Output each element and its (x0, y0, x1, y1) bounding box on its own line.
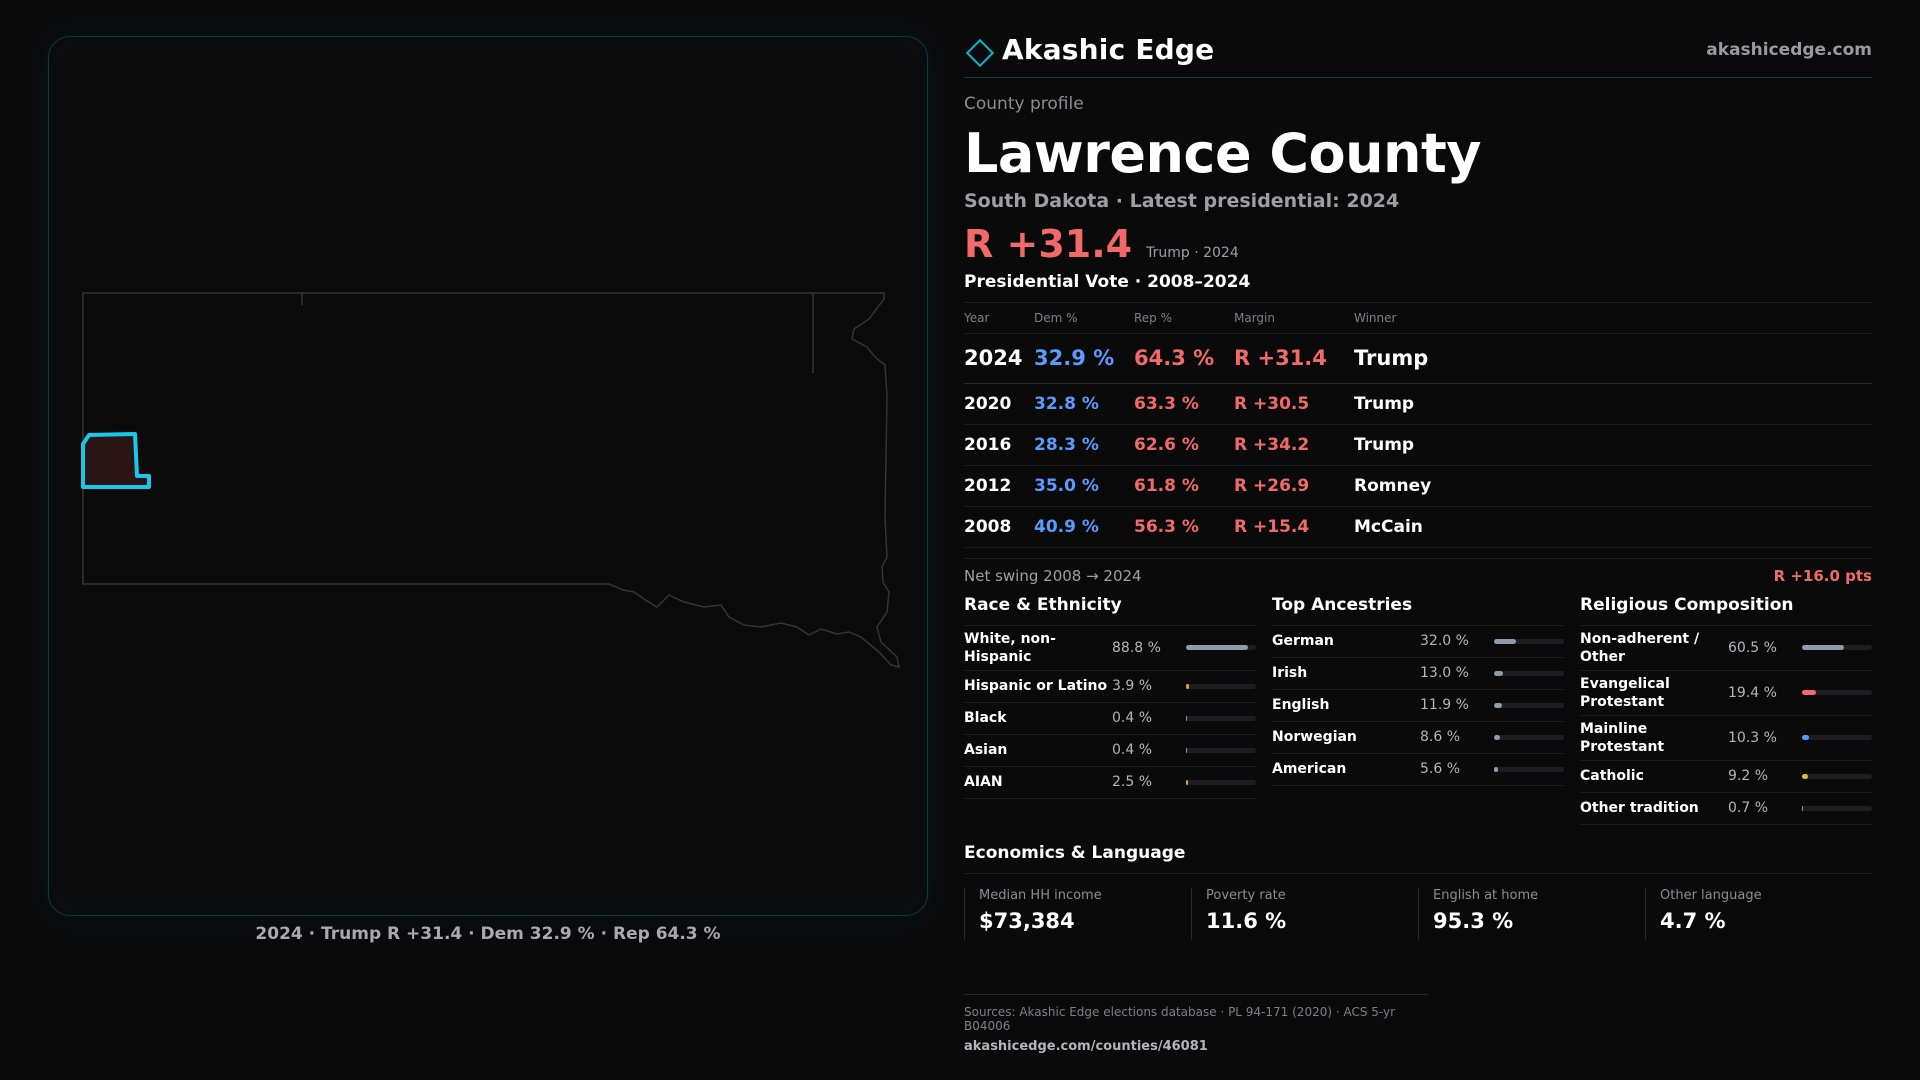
table-row (964, 333, 1872, 383)
item-value: 8.6 % (1420, 729, 1461, 745)
table-row (964, 465, 1872, 506)
list-item (1272, 690, 1564, 722)
cell-year: 2012 (964, 465, 1034, 506)
item-bar (1186, 684, 1256, 689)
stat-value: $73,384 (979, 908, 1075, 933)
cell-year: 2024 (964, 333, 1034, 383)
headline-margin (964, 222, 1872, 266)
item-bar (1802, 645, 1872, 650)
item-bar-fill (1494, 639, 1516, 644)
list-item (1272, 754, 1564, 786)
list-item (964, 671, 1256, 703)
demographics-grid (964, 595, 1872, 825)
item-bar-fill (1494, 671, 1503, 676)
item-bar-fill (1186, 716, 1187, 721)
eyebrow: County profile (964, 94, 1084, 114)
state-map (49, 37, 929, 917)
stat-label: Poverty rate (1206, 887, 1286, 903)
list-item (1272, 626, 1564, 658)
cell-margin: R +34.2 (1234, 424, 1354, 465)
item-label: Irish (1272, 665, 1308, 681)
cell-dem: 35.0 % (1034, 465, 1134, 506)
religion-column (1580, 595, 1872, 825)
item-bar (1186, 645, 1256, 650)
county-highlight[interactable] (83, 434, 149, 487)
list-item (964, 626, 1256, 671)
list-item (1580, 626, 1872, 671)
item-bar-fill (1802, 645, 1844, 650)
item-bar-fill (1494, 735, 1500, 740)
page-subtitle: South Dakota · Latest presidential: 2024 (964, 190, 1400, 212)
item-bar-fill (1186, 684, 1189, 689)
stat-label: Other language (1660, 887, 1762, 903)
cell-dem: 32.9 % (1034, 333, 1134, 383)
item-label: Black (964, 710, 1007, 726)
stat-value: 4.7 % (1660, 908, 1726, 933)
item-bar-fill (1494, 767, 1498, 772)
item-value: 88.8 % (1112, 639, 1161, 656)
cell-dem: 40.9 % (1034, 506, 1134, 547)
item-bar-fill (1802, 735, 1809, 740)
list-item (1272, 722, 1564, 754)
list-item (1580, 761, 1872, 793)
profile-panel (964, 30, 1872, 940)
col-year: Year (964, 303, 1034, 333)
county-url-link[interactable]: akashicedge.com/counties/46081 (964, 1039, 1208, 1054)
item-bar (1494, 639, 1564, 644)
vote-section-title: Presidential Vote · 2008–2024 (964, 272, 1872, 303)
item-bar-fill (1802, 690, 1816, 695)
item-value: 11.9 % (1420, 697, 1469, 713)
stat-cell (1645, 888, 1872, 940)
item-bar (1186, 716, 1256, 721)
cell-year: 2008 (964, 506, 1034, 547)
cell-winner: McCain (1354, 506, 1872, 547)
item-label: Other tradition (1580, 800, 1699, 816)
race-title: Race & Ethnicity (964, 595, 1256, 626)
brand-home-link[interactable] (964, 33, 1214, 66)
item-bar-fill (1186, 780, 1188, 785)
ancestry-column (1272, 595, 1564, 825)
cell-year: 2016 (964, 424, 1034, 465)
cell-margin: R +31.4 (1234, 333, 1354, 383)
item-label: White, non-Hispanic (964, 630, 1056, 665)
item-label: AIAN (964, 774, 1003, 790)
col-rep: Rep % (1134, 303, 1234, 333)
item-value: 60.5 % (1728, 639, 1777, 656)
item-bar (1186, 748, 1256, 753)
stat-cell (964, 888, 1191, 940)
item-label: Norwegian (1272, 729, 1357, 745)
item-value: 10.3 % (1728, 729, 1777, 746)
list-item (1272, 658, 1564, 690)
item-value: 5.6 % (1420, 761, 1461, 777)
list-item (1580, 793, 1872, 825)
cell-rep: 61.8 % (1134, 465, 1234, 506)
map-panel[interactable] (48, 36, 928, 916)
religion-title: Religious Composition (1580, 595, 1872, 626)
swing-label: Net swing 2008 → 2024 (964, 566, 1142, 585)
item-value: 13.0 % (1420, 665, 1469, 681)
cell-rep: 56.3 % (1134, 506, 1234, 547)
item-bar (1494, 703, 1564, 708)
list-item (964, 703, 1256, 735)
item-bar (1494, 735, 1564, 740)
ancestry-title: Top Ancestries (1272, 595, 1564, 626)
cell-rep: 64.3 % (1134, 333, 1234, 383)
vote-table-header (964, 303, 1872, 333)
swing-value: R +16.0 pts (1773, 566, 1872, 585)
cell-year: 2020 (964, 383, 1034, 424)
brand-url-link[interactable]: akashicedge.com (1706, 39, 1872, 60)
economics-grid (964, 888, 1872, 940)
cell-margin: R +26.9 (1234, 465, 1354, 506)
stat-label: English at home (1433, 887, 1539, 903)
list-item (964, 767, 1256, 799)
cell-dem: 28.3 % (1034, 424, 1134, 465)
col-dem: Dem % (1034, 303, 1134, 333)
stat-cell (1418, 888, 1645, 940)
stat-cell (1191, 888, 1418, 940)
sources-text: Sources: Akashic Edge elections database · PL 94-171 (2020) · ACS 5-yr B04006 (964, 1005, 1396, 1033)
item-bar-fill (1802, 774, 1808, 779)
item-value: 0.4 % (1112, 742, 1153, 758)
item-bar (1802, 690, 1872, 695)
item-bar (1802, 806, 1872, 811)
item-bar (1494, 767, 1564, 772)
cell-winner: Trump (1354, 424, 1872, 465)
item-bar-fill (1186, 748, 1187, 753)
item-bar-fill (1802, 806, 1803, 811)
item-label: Non-adherent / Other (1580, 630, 1700, 665)
race-column (964, 595, 1256, 825)
cell-winner: Trump (1354, 383, 1872, 424)
item-label: Asian (964, 742, 1008, 758)
item-bar (1802, 735, 1872, 740)
item-label: Hispanic or Latino (964, 678, 1108, 694)
stat-value: 11.6 % (1206, 908, 1287, 933)
economics-title: Economics & Language (964, 843, 1872, 874)
state-outline (83, 293, 899, 667)
diamond-logo-icon (966, 38, 994, 66)
item-value: 0.4 % (1112, 710, 1153, 726)
item-bar (1186, 780, 1256, 785)
item-bar-fill (1186, 645, 1248, 650)
table-row (964, 424, 1872, 465)
col-margin: Margin (1234, 303, 1354, 333)
cell-winner: Trump (1354, 333, 1872, 383)
cell-rep: 63.3 % (1134, 383, 1234, 424)
item-bar (1802, 774, 1872, 779)
item-label: Mainline Protestant (1580, 720, 1665, 755)
item-value: 32.0 % (1420, 633, 1469, 649)
item-value: 3.9 % (1112, 678, 1153, 694)
item-value: 2.5 % (1112, 774, 1153, 790)
item-label: English (1272, 697, 1330, 713)
list-item (1580, 716, 1872, 761)
item-value: 9.2 % (1728, 768, 1769, 784)
vote-table (964, 303, 1872, 548)
item-label: American (1272, 761, 1347, 777)
cell-margin: R +30.5 (1234, 383, 1354, 424)
margin-note: Trump · 2024 (1146, 245, 1239, 261)
brand-header (964, 30, 1872, 78)
brand-name: Akashic Edge (1002, 33, 1215, 66)
list-item (964, 735, 1256, 767)
item-value: 19.4 % (1728, 684, 1777, 701)
footer (964, 994, 1428, 1054)
item-label: German (1272, 633, 1334, 649)
cell-rep: 62.6 % (1134, 424, 1234, 465)
item-bar (1494, 671, 1564, 676)
stat-label: Median HH income (979, 887, 1102, 903)
map-caption: 2024 · Trump R +31.4 · Dem 32.9 % · Rep 64.3 % (255, 924, 721, 944)
table-row (964, 383, 1872, 424)
item-value: 0.7 % (1728, 800, 1769, 816)
page-title: Lawrence County (964, 122, 1481, 185)
item-label: Catholic (1580, 768, 1644, 784)
table-row (964, 506, 1872, 547)
cell-dem: 32.8 % (1034, 383, 1134, 424)
net-swing (964, 558, 1872, 585)
stat-value: 95.3 % (1433, 908, 1514, 933)
item-label: Evangelical Protestant (1580, 675, 1670, 710)
item-bar-fill (1494, 703, 1502, 708)
margin-value: R +31.4 (964, 222, 1133, 266)
cell-margin: R +15.4 (1234, 506, 1354, 547)
col-winner: Winner (1354, 303, 1872, 333)
cell-winner: Romney (1354, 465, 1872, 506)
list-item (1580, 671, 1872, 716)
